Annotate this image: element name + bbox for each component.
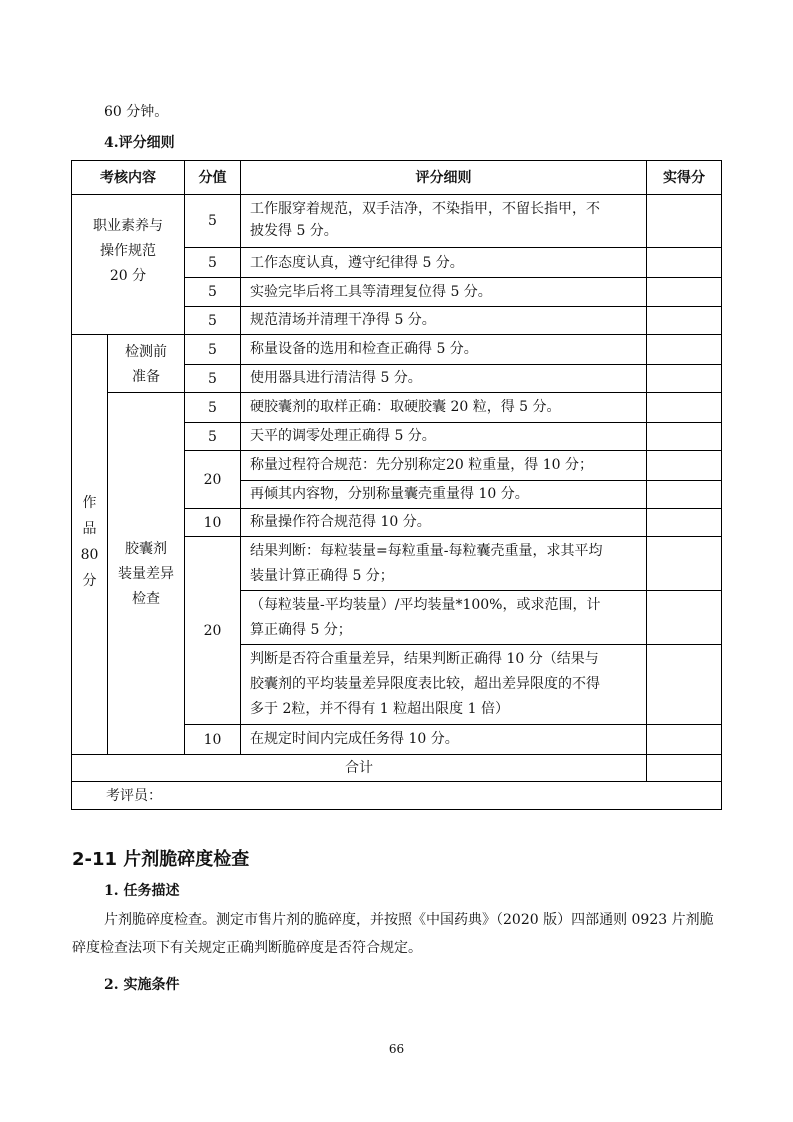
criteria-line: （每粒装量-平均装量）/平均装量*100%，或求范围，计 [250, 597, 601, 613]
category-line: 操作规范 [100, 243, 156, 259]
header-actual-score: 实得分 [663, 169, 705, 186]
criteria-line: 多于 2粒，并不得有 1 粒超出限度 1 倍） [250, 701, 509, 717]
criteria-line: 结果判断：每粒装量=每粒重量-每粒囊壳重量，求其平均 [250, 543, 603, 559]
category-line: 职业素养与 [93, 218, 163, 234]
criteria-cell [250, 198, 646, 242]
subcategory-line: 检测前 [125, 344, 167, 360]
subcategory-line: 准备 [132, 369, 160, 385]
category-professional [72, 214, 184, 289]
score-cell: 20 [203, 622, 222, 639]
subcategory-variance [108, 537, 184, 612]
header-content: 考核内容 [100, 169, 156, 186]
score-cell: 5 [208, 213, 217, 229]
task-description: 片剂脆碎度检查。测定市售片剂的脆碎度，并按照《中国药典》（2020 版）四部通则 0923 片剂脆碎度检查法项下有关规定正确判断脆碎度是否符合规定。 [72, 912, 714, 956]
header-score: 分值 [198, 169, 227, 186]
criteria-cell: 使用器具进行清洁得 5 分。 [250, 370, 422, 386]
category-char: 分 [82, 573, 97, 589]
score-cell: 5 [208, 370, 217, 387]
category-char: 品 [82, 521, 97, 537]
criteria-cell: 硬胶囊剂的取样正确：取硬胶囊 20 粒，得 5 分。 [250, 399, 561, 415]
score-cell: 10 [203, 514, 222, 531]
subcategory-line: 检查 [132, 591, 160, 607]
criteria-cell: 天平的调零处理正确得 5 分。 [250, 428, 436, 444]
criteria-line: 披发得 5 分。 [250, 223, 338, 239]
category-line: 20 分 [109, 268, 147, 284]
score-cell: 20 [203, 471, 222, 488]
criteria-cell: 实验完毕后将工具等清理复位得 5 分。 [250, 284, 492, 300]
criteria-cell: 称量设备的选用和检查正确得 5 分。 [250, 341, 478, 357]
header-criteria: 评分细则 [415, 169, 472, 186]
criteria-cell: 称量操作符合规范得 10 分。 [250, 514, 431, 530]
category-work [72, 490, 107, 594]
subcategory-line: 胶囊剂 [125, 541, 167, 557]
subcategory-line: 装量差异 [118, 566, 174, 582]
scoring-rules-heading: 4.评分细则 [104, 135, 175, 151]
category-char: 80 [80, 547, 99, 563]
duration-text: 60 分钟。 [104, 104, 169, 120]
criteria-cell: 再倾其内容物，分别称量囊壳重量得 10 分。 [250, 486, 529, 502]
criteria-line: 判断是否符合重量差异，结果判断正确得 10 分（结果与 [250, 651, 599, 667]
score-cell: 5 [208, 312, 217, 329]
criteria-cell [250, 593, 646, 643]
criteria-cell [250, 539, 646, 589]
criteria-cell: 规范清场并清理干净得 5 分。 [250, 312, 436, 328]
criteria-line: 工作服穿着规范，双手洁净，不染指甲，不留长指甲，不 [250, 201, 600, 217]
score-cell: 5 [208, 284, 217, 300]
criteria-cell: 工作态度认真，遵守纪律得 5 分。 [250, 255, 464, 271]
conditions-heading: 2. 实施条件 [104, 977, 180, 993]
task-heading: 1. 任务描述 [104, 883, 180, 899]
criteria-line: 胶囊剂的平均装量差异限度表比较，超出差异限度的不得 [250, 676, 600, 692]
criteria-line: 装量计算正确得 5 分； [250, 568, 394, 584]
score-cell: 5 [208, 428, 217, 445]
criteria-line: 算正确得 5 分； [250, 622, 352, 638]
section-heading: 2-11 片剂脆碎度检查 [72, 849, 250, 870]
score-cell: 5 [208, 399, 217, 416]
score-cell: 5 [208, 341, 217, 358]
criteria-cell: 在规定时间内完成任务得 10 分。 [250, 731, 459, 747]
score-cell: 10 [203, 731, 222, 748]
examiner-label: 考评员： [106, 788, 162, 804]
category-char: 作 [82, 495, 97, 511]
total-label: 合计 [345, 760, 373, 776]
score-cell: 5 [208, 254, 217, 271]
subcategory-prep [108, 340, 184, 390]
criteria-cell: 称量过程符合规范：先分别称定20 粒重量，得 10 分； [250, 457, 593, 473]
criteria-cell [250, 647, 646, 722]
page-number: 66 [388, 1042, 405, 1056]
